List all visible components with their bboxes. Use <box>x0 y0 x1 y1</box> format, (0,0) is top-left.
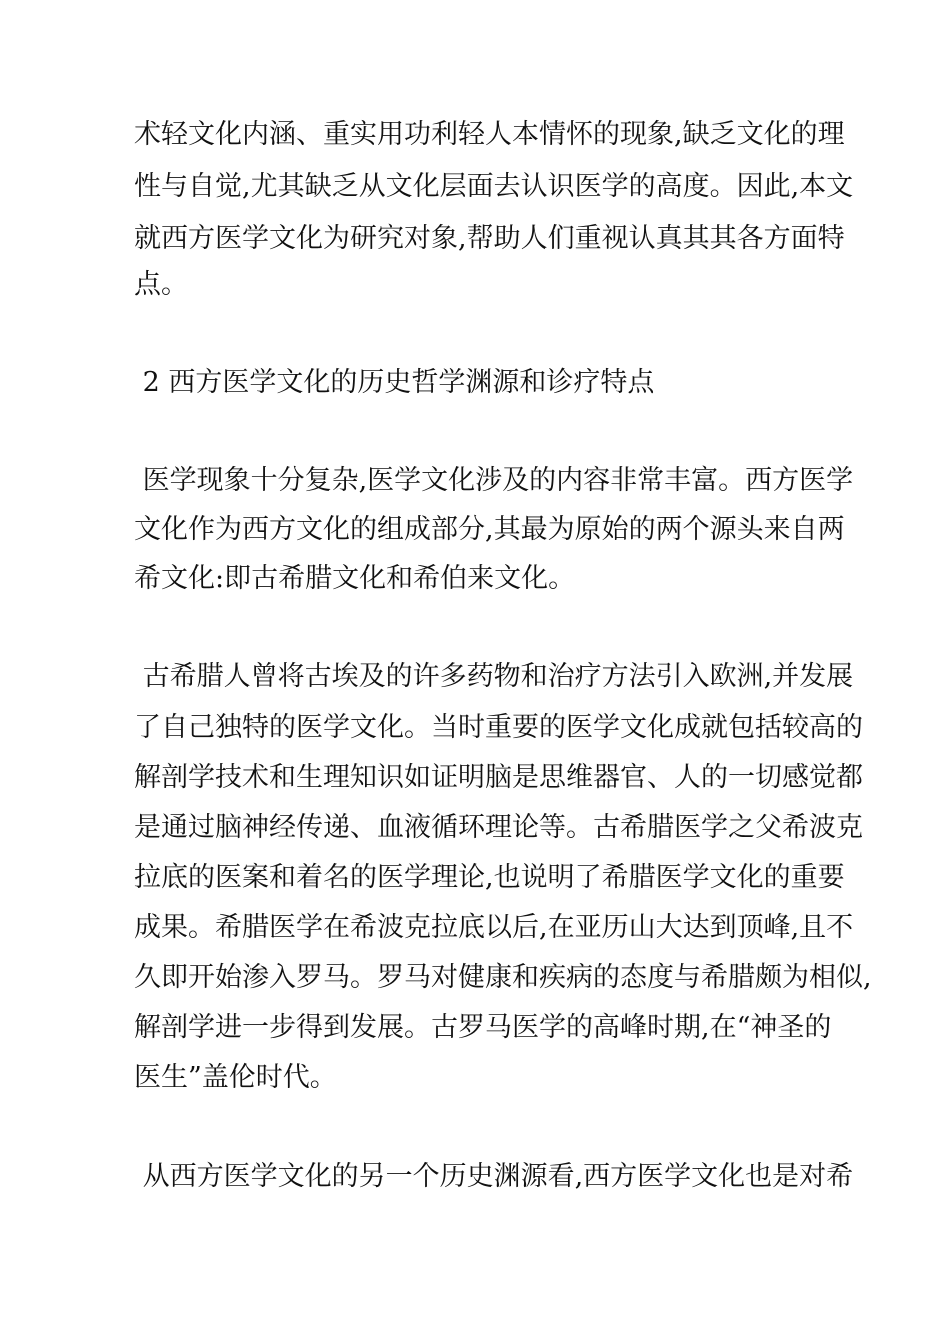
paragraph-4-line-1: 从西方医学文化的另一个历史渊源看,西方医学文化也是对希 <box>134 1161 854 1192</box>
paragraph-3-line-3: 解剖学技术和生理知识如证明脑是思维器官、人的一切感觉都 <box>134 762 863 793</box>
paragraph-1-line-4: 点。 <box>134 269 188 300</box>
paragraph-2-line-3: 希文化:即古希腊文化和希伯来文化。 <box>134 563 576 594</box>
paragraph-3-line-1: 古希腊人曾将古埃及的许多药物和治疗方法引入欧洲,并发展 <box>134 661 854 692</box>
paragraph-1-line-1: 术轻文化内涵、重实用功利轻人本情怀的现象,缺乏文化的理 <box>134 119 845 150</box>
paragraph-1-line-2: 性与自觉,尤其缺乏从文化层面去认识医学的高度。因此,本文 <box>134 171 854 202</box>
section-heading: 2 西方医学文化的历史哲学渊源和诊疗特点 <box>134 367 655 398</box>
paragraph-2-line-1: 医学现象十分复杂,医学文化涉及的内容非常丰富。西方医学 <box>134 465 854 496</box>
paragraph-1-line-3: 就西方医学文化为研究对象,帮助人们重视认真其其各方面特 <box>134 223 845 254</box>
paragraph-3-line-7: 久即开始渗入罗马。罗马对健康和疾病的态度与希腊颇为相似, <box>134 962 872 993</box>
paragraph-3-line-5: 拉底的医案和着名的医学理论,也说明了希腊医学文化的重要 <box>134 862 845 893</box>
paragraph-3-line-6: 成果。希腊医学在希波克拉底以后,在亚历山大达到顶峰,且不 <box>134 912 854 943</box>
paragraph-3-line-4: 是通过脑神经传递、血液循环理论等。古希腊医学之父希波克 <box>134 812 863 843</box>
paragraph-2-line-2: 文化作为西方文化的组成部分,其最为原始的两个源头来自两 <box>134 514 845 545</box>
paragraph-3-line-2: 了自己独特的医学文化。当时重要的医学文化成就包括较高的 <box>134 712 863 743</box>
paragraph-3-line-9: 医生”盖伦时代。 <box>134 1062 337 1093</box>
paragraph-3-line-8: 解剖学进一步得到发展。古罗马医学的高峰时期,在“神圣的 <box>134 1012 832 1043</box>
